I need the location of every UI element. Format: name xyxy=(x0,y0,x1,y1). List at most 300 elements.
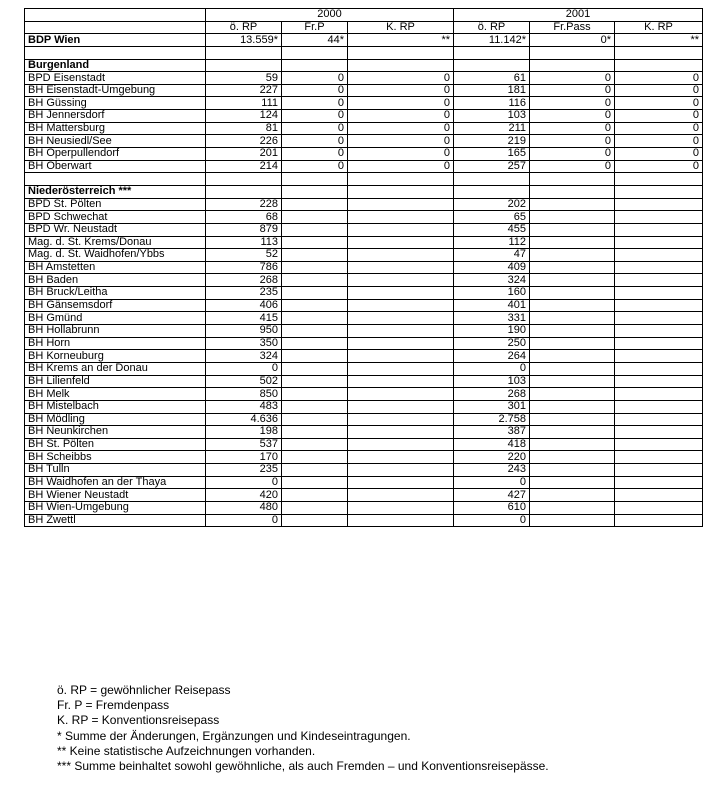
value-cell: 502 xyxy=(206,375,282,388)
value-cell xyxy=(282,198,348,211)
value-cell xyxy=(530,59,615,72)
value-cell: 879 xyxy=(206,223,282,236)
value-cell xyxy=(348,438,454,451)
table-row xyxy=(25,148,703,161)
value-cell: 228 xyxy=(206,198,282,211)
value-cell xyxy=(282,464,348,477)
value-cell: 0 xyxy=(530,84,615,97)
value-cell: 202 xyxy=(454,198,530,211)
row-label: BH Mistelbach xyxy=(25,400,206,413)
table-row xyxy=(25,249,703,262)
table-row xyxy=(25,400,703,413)
row-label: BH Amstetten xyxy=(25,261,206,274)
value-cell xyxy=(530,274,615,287)
value-cell xyxy=(615,46,703,59)
value-cell xyxy=(206,59,282,72)
section-row xyxy=(25,185,703,198)
value-cell xyxy=(348,59,454,72)
value-cell: 201 xyxy=(206,148,282,161)
value-cell xyxy=(282,388,348,401)
value-cell xyxy=(615,464,703,477)
row-label: BPD St. Pölten xyxy=(25,198,206,211)
value-cell: 0 xyxy=(615,160,703,173)
value-cell: 103 xyxy=(454,375,530,388)
value-cell: 0 xyxy=(530,148,615,161)
value-cell xyxy=(454,173,530,186)
value-cell: 0 xyxy=(282,160,348,173)
value-cell: 0 xyxy=(282,72,348,85)
value-cell: 0 xyxy=(454,362,530,375)
col-header-2001-krp: K. RP xyxy=(615,21,703,34)
value-cell: 198 xyxy=(206,426,282,439)
value-cell xyxy=(615,173,703,186)
value-cell: 112 xyxy=(454,236,530,249)
row-label xyxy=(25,173,206,186)
value-cell: 0 xyxy=(615,97,703,110)
value-cell xyxy=(348,236,454,249)
value-cell xyxy=(615,476,703,489)
value-cell: 113 xyxy=(206,236,282,249)
value-cell: 165 xyxy=(454,148,530,161)
value-cell xyxy=(348,261,454,274)
value-cell: 0 xyxy=(530,110,615,123)
value-cell: 0 xyxy=(615,72,703,85)
value-cell: 220 xyxy=(454,451,530,464)
value-cell: ** xyxy=(615,34,703,47)
value-cell: 406 xyxy=(206,299,282,312)
value-cell: 418 xyxy=(454,438,530,451)
value-cell xyxy=(615,223,703,236)
table-row xyxy=(25,464,703,477)
table-row xyxy=(25,160,703,173)
value-cell: 170 xyxy=(206,451,282,464)
header-blank-cell xyxy=(25,21,206,34)
footnote-line: ö. RP = gewöhnlicher Reisepass xyxy=(57,683,231,697)
table-row xyxy=(25,97,703,110)
footnote-line: * Summe der Änderungen, Ergänzungen und Kindeseintragungen. xyxy=(57,728,411,743)
table-row xyxy=(25,135,703,148)
value-cell xyxy=(530,451,615,464)
row-label: BH Operpullendorf xyxy=(25,148,206,161)
value-cell: 0 xyxy=(348,160,454,173)
col-header-2001-oerp: ö. RP xyxy=(454,21,530,34)
row-label: BH Tulln xyxy=(25,464,206,477)
value-cell xyxy=(530,261,615,274)
value-cell xyxy=(530,400,615,413)
value-cell xyxy=(615,514,703,527)
value-cell xyxy=(282,362,348,375)
value-cell xyxy=(454,46,530,59)
table-row xyxy=(25,261,703,274)
value-cell xyxy=(282,350,348,363)
value-cell xyxy=(615,400,703,413)
value-cell xyxy=(348,501,454,514)
value-cell xyxy=(615,274,703,287)
row-label: BH Gänsemsdorf xyxy=(25,299,206,312)
value-cell: 160 xyxy=(454,287,530,300)
value-cell xyxy=(530,413,615,426)
value-cell xyxy=(348,185,454,198)
value-cell xyxy=(530,514,615,527)
value-cell xyxy=(530,198,615,211)
value-cell xyxy=(530,362,615,375)
value-cell xyxy=(530,46,615,59)
value-cell xyxy=(348,464,454,477)
value-cell xyxy=(615,325,703,338)
value-cell: 401 xyxy=(454,299,530,312)
value-cell: 59 xyxy=(206,72,282,85)
value-cell: 387 xyxy=(454,426,530,439)
value-cell: 235 xyxy=(206,464,282,477)
value-cell xyxy=(282,223,348,236)
row-label: BH Mattersburg xyxy=(25,122,206,135)
value-cell xyxy=(348,287,454,300)
value-cell: 0 xyxy=(282,84,348,97)
value-cell: 65 xyxy=(454,211,530,224)
value-cell xyxy=(530,312,615,325)
value-cell xyxy=(615,413,703,426)
col-header-2000-oerp: ö. RP xyxy=(206,21,282,34)
row-label: BH Neusiedl/See xyxy=(25,135,206,148)
row-label: BH Korneuburg xyxy=(25,350,206,363)
value-cell: 268 xyxy=(206,274,282,287)
value-cell xyxy=(530,464,615,477)
value-cell: 0 xyxy=(615,148,703,161)
row-label xyxy=(25,46,206,59)
value-cell: 0 xyxy=(615,135,703,148)
value-cell xyxy=(530,173,615,186)
value-cell xyxy=(348,350,454,363)
value-cell xyxy=(530,185,615,198)
value-cell: 2.758 xyxy=(454,413,530,426)
value-cell xyxy=(615,261,703,274)
row-label: BPD Schwechat xyxy=(25,211,206,224)
value-cell: 0 xyxy=(282,148,348,161)
row-label: BH Waidhofen an der Thaya xyxy=(25,476,206,489)
section-row xyxy=(25,59,703,72)
value-cell xyxy=(282,312,348,325)
value-cell xyxy=(348,400,454,413)
table-row xyxy=(25,350,703,363)
value-cell xyxy=(282,236,348,249)
value-cell: 103 xyxy=(454,110,530,123)
value-cell xyxy=(348,173,454,186)
value-cell xyxy=(348,375,454,388)
value-cell xyxy=(530,476,615,489)
value-cell: 0 xyxy=(615,122,703,135)
row-label: BPD Eisenstadt xyxy=(25,72,206,85)
col-header-2000-frp: Fr.P xyxy=(282,21,348,34)
value-cell: 0 xyxy=(348,135,454,148)
value-cell: 0 xyxy=(282,110,348,123)
row-label: BH Jennersdorf xyxy=(25,110,206,123)
value-cell xyxy=(615,375,703,388)
value-cell xyxy=(615,198,703,211)
value-cell xyxy=(348,299,454,312)
passport-statistics-table xyxy=(24,8,703,527)
value-cell: 257 xyxy=(454,160,530,173)
value-cell xyxy=(282,400,348,413)
value-cell xyxy=(615,59,703,72)
value-cell: 0 xyxy=(530,97,615,110)
value-cell: 0 xyxy=(530,135,615,148)
row-label: BH Horn xyxy=(25,337,206,350)
row-label: BH Wien-Umgebung xyxy=(25,501,206,514)
value-cell: 610 xyxy=(454,501,530,514)
table-row xyxy=(25,514,703,527)
value-cell xyxy=(348,46,454,59)
row-label: Mag. d. St. Waidhofen/Ybbs xyxy=(25,249,206,262)
value-cell: 0* xyxy=(530,34,615,47)
value-cell xyxy=(282,211,348,224)
footnote-line: *** Summe beinhaltet sowohl gewöhnliche, als auch Fremden – und Konventionsreisepässe. xyxy=(57,759,549,774)
table-row xyxy=(25,287,703,300)
table-row xyxy=(25,72,703,85)
section-row xyxy=(25,34,703,47)
value-cell xyxy=(348,426,454,439)
value-cell xyxy=(615,337,703,350)
row-label: Mag. d. St. Krems/Donau xyxy=(25,236,206,249)
value-cell: 480 xyxy=(206,501,282,514)
value-cell xyxy=(615,362,703,375)
value-cell: 324 xyxy=(454,274,530,287)
value-cell: 4.636 xyxy=(206,413,282,426)
value-cell xyxy=(615,249,703,262)
value-cell: 0 xyxy=(348,110,454,123)
row-label: BH Hollabrunn xyxy=(25,325,206,338)
row-label: BH Gmünd xyxy=(25,312,206,325)
row-label: BH Krems an der Donau xyxy=(25,362,206,375)
value-cell xyxy=(454,185,530,198)
table-row xyxy=(25,337,703,350)
table-row xyxy=(25,122,703,135)
value-cell xyxy=(282,261,348,274)
value-cell xyxy=(282,249,348,262)
value-cell xyxy=(282,476,348,489)
value-cell xyxy=(282,46,348,59)
table-row xyxy=(25,388,703,401)
value-cell xyxy=(282,426,348,439)
row-label: BH Bruck/Leitha xyxy=(25,287,206,300)
footnote-line: K. RP = Konventionsreisepass xyxy=(57,713,220,728)
value-cell: 0 xyxy=(282,97,348,110)
row-label: BH Baden xyxy=(25,274,206,287)
row-label: BPD Wr. Neustadt xyxy=(25,223,206,236)
value-cell: 214 xyxy=(206,160,282,173)
table-row xyxy=(25,236,703,249)
value-cell xyxy=(530,350,615,363)
value-cell xyxy=(282,489,348,502)
column-header-row xyxy=(25,21,703,34)
row-label: Niederösterreich *** xyxy=(25,185,206,198)
table-row xyxy=(25,325,703,338)
value-cell: 116 xyxy=(454,97,530,110)
table-row xyxy=(25,223,703,236)
value-cell xyxy=(615,501,703,514)
table-row xyxy=(25,362,703,375)
value-cell xyxy=(530,211,615,224)
table-row xyxy=(25,274,703,287)
value-cell: 0 xyxy=(615,110,703,123)
value-cell xyxy=(282,274,348,287)
value-cell xyxy=(615,211,703,224)
value-cell xyxy=(282,375,348,388)
value-cell xyxy=(348,198,454,211)
value-cell: 301 xyxy=(454,400,530,413)
year-header-2000: 2000 xyxy=(206,9,454,22)
table-row xyxy=(25,84,703,97)
value-cell xyxy=(615,438,703,451)
value-cell: 483 xyxy=(206,400,282,413)
value-cell xyxy=(348,211,454,224)
table-row xyxy=(25,46,703,59)
value-cell: 47 xyxy=(454,249,530,262)
row-label: BH Oberwart xyxy=(25,160,206,173)
row-label: BH Melk xyxy=(25,388,206,401)
table-row xyxy=(25,375,703,388)
value-cell: 219 xyxy=(454,135,530,148)
value-cell xyxy=(454,59,530,72)
value-cell xyxy=(348,223,454,236)
value-cell xyxy=(530,223,615,236)
table-row xyxy=(25,451,703,464)
table-row xyxy=(25,438,703,451)
value-cell xyxy=(530,299,615,312)
value-cell: ** xyxy=(348,34,454,47)
value-cell: 190 xyxy=(454,325,530,338)
value-cell xyxy=(282,438,348,451)
table-row xyxy=(25,413,703,426)
row-label: BH Eisenstadt-Umgebung xyxy=(25,84,206,97)
value-cell: 0 xyxy=(530,72,615,85)
value-cell: 0 xyxy=(615,84,703,97)
value-cell xyxy=(615,312,703,325)
value-cell xyxy=(282,325,348,338)
value-cell xyxy=(615,489,703,502)
value-cell xyxy=(206,185,282,198)
value-cell: 0 xyxy=(206,514,282,527)
value-cell: 0 xyxy=(348,84,454,97)
footnote-line: Fr. P = Fremdenpass xyxy=(57,698,170,713)
value-cell: 124 xyxy=(206,110,282,123)
row-label: BH St. Pölten xyxy=(25,438,206,451)
value-cell xyxy=(348,476,454,489)
value-cell: 415 xyxy=(206,312,282,325)
row-label: BH Neunkirchen xyxy=(25,426,206,439)
year-header-2001: 2001 xyxy=(454,9,703,22)
value-cell: 0 xyxy=(348,72,454,85)
value-cell: 850 xyxy=(206,388,282,401)
value-cell xyxy=(615,451,703,464)
value-cell: 235 xyxy=(206,287,282,300)
value-cell xyxy=(530,489,615,502)
row-label: BH Scheibbs xyxy=(25,451,206,464)
value-cell xyxy=(348,514,454,527)
value-cell xyxy=(348,249,454,262)
value-cell xyxy=(530,388,615,401)
value-cell xyxy=(530,249,615,262)
value-cell: 211 xyxy=(454,122,530,135)
row-label: BH Güssing xyxy=(25,97,206,110)
col-header-2000-krp: K. RP xyxy=(348,21,454,34)
col-header-2001-frpass: Fr.Pass xyxy=(530,21,615,34)
year-header-row xyxy=(25,9,703,22)
value-cell xyxy=(282,173,348,186)
value-cell xyxy=(206,46,282,59)
value-cell xyxy=(615,299,703,312)
value-cell: 0 xyxy=(530,122,615,135)
value-cell xyxy=(530,325,615,338)
value-cell xyxy=(530,501,615,514)
value-cell xyxy=(348,337,454,350)
value-cell xyxy=(530,426,615,439)
value-cell xyxy=(615,388,703,401)
table-row xyxy=(25,173,703,186)
table-row xyxy=(25,501,703,514)
value-cell xyxy=(282,185,348,198)
table-row xyxy=(25,299,703,312)
value-cell: 11.142* xyxy=(454,34,530,47)
value-cell xyxy=(615,287,703,300)
value-cell: 44* xyxy=(282,34,348,47)
table-row xyxy=(25,211,703,224)
value-cell: 537 xyxy=(206,438,282,451)
value-cell xyxy=(282,413,348,426)
value-cell: 61 xyxy=(454,72,530,85)
row-label: BH Zwettl xyxy=(25,514,206,527)
value-cell xyxy=(615,185,703,198)
value-cell xyxy=(615,350,703,363)
value-cell: 950 xyxy=(206,325,282,338)
value-cell: 427 xyxy=(454,489,530,502)
header-blank-cell xyxy=(25,9,206,22)
row-label: BDP Wien xyxy=(25,34,206,47)
row-label: BH Lilienfeld xyxy=(25,375,206,388)
value-cell xyxy=(348,325,454,338)
value-cell: 226 xyxy=(206,135,282,148)
value-cell: 0 xyxy=(282,135,348,148)
value-cell xyxy=(530,438,615,451)
value-cell: 111 xyxy=(206,97,282,110)
value-cell: 52 xyxy=(206,249,282,262)
row-label: BH Mödling xyxy=(25,413,206,426)
value-cell: 420 xyxy=(206,489,282,502)
table-row xyxy=(25,198,703,211)
value-cell xyxy=(348,388,454,401)
value-cell: 68 xyxy=(206,211,282,224)
value-cell xyxy=(282,451,348,464)
table-row xyxy=(25,489,703,502)
value-cell xyxy=(530,287,615,300)
table-row xyxy=(25,476,703,489)
value-cell: 13.559* xyxy=(206,34,282,47)
value-cell xyxy=(348,451,454,464)
value-cell: 409 xyxy=(454,261,530,274)
value-cell xyxy=(348,489,454,502)
value-cell xyxy=(615,426,703,439)
value-cell: 0 xyxy=(206,476,282,489)
value-cell: 455 xyxy=(454,223,530,236)
table-row xyxy=(25,110,703,123)
footnote-line: ** Keine statistische Aufzeichnungen vorhanden. xyxy=(57,743,316,758)
value-cell xyxy=(530,236,615,249)
value-cell xyxy=(348,274,454,287)
value-cell: 0 xyxy=(454,476,530,489)
value-cell xyxy=(282,59,348,72)
value-cell: 0 xyxy=(206,362,282,375)
value-cell xyxy=(530,337,615,350)
value-cell: 0 xyxy=(348,122,454,135)
